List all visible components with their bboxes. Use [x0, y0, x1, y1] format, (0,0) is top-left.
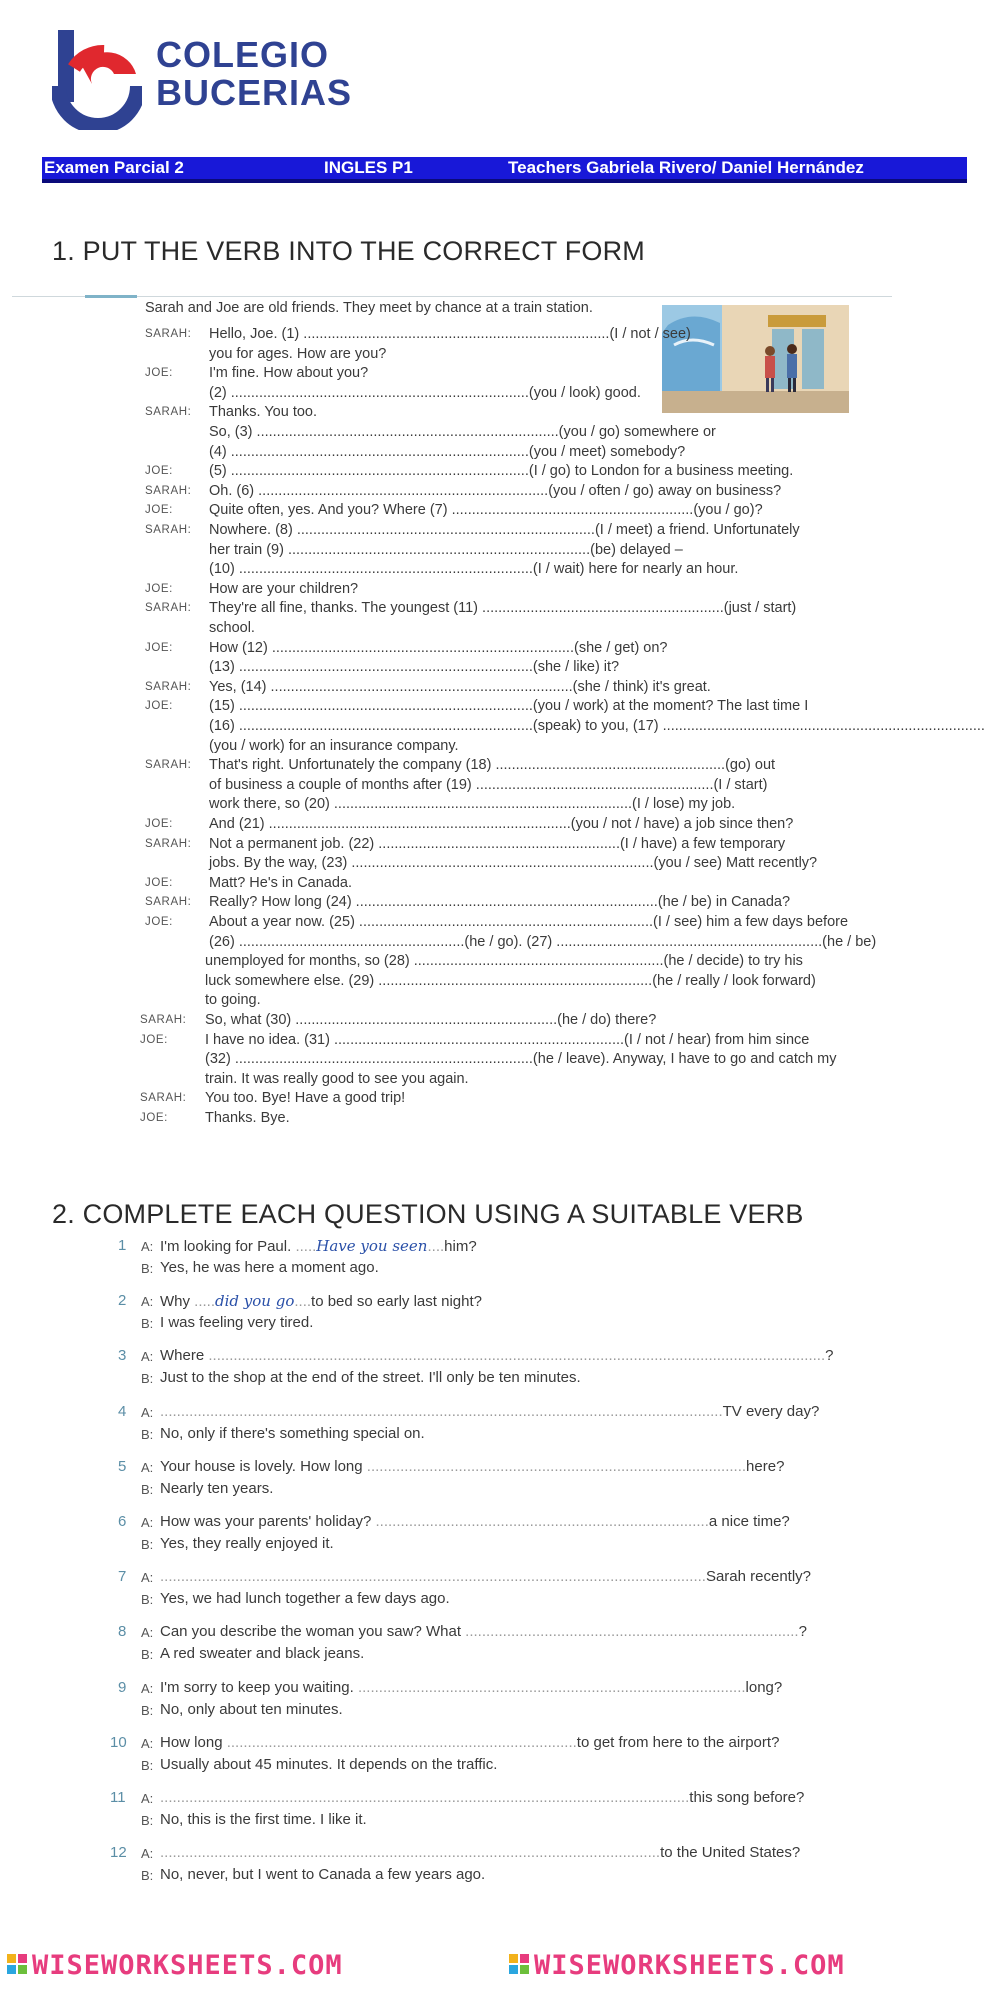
question-text [160, 1568, 811, 1585]
answer-text: No, this is the first time. I like it. [160, 1811, 367, 1828]
answer-text: A red sweater and black jeans. [160, 1645, 365, 1663]
question-number: 3 [118, 1347, 127, 1365]
school-logo [52, 26, 142, 130]
dialogue-text: (5) ..........................................................................(I / go) to London for a business meeting. [209, 463, 794, 480]
handwritten-answer: Have you seen [316, 1237, 428, 1255]
speaker-label: JOE: [145, 367, 173, 380]
answer-blank[interactable]: ................................................................................................................................... [160, 1568, 706, 1586]
dialogue-text: work there, so (20) ..........................................................................(I / lose) my job. [209, 796, 736, 813]
question-suffix: long? [745, 1678, 783, 1696]
question-number: 6 [118, 1513, 127, 1530]
question-suffix: ? [825, 1347, 834, 1365]
speaker-b-label: B: [141, 1757, 154, 1773]
speaker-label: JOE: [145, 641, 173, 654]
question-suffix: to get from here to the airport? [576, 1733, 780, 1751]
answer-text: Nearly ten years. [160, 1479, 274, 1497]
speaker-label: SARAH: [145, 602, 192, 615]
question-text [160, 1458, 784, 1475]
watermark-logo-icon [6, 1953, 28, 1975]
question-prefix: How was your parents' holiday? [160, 1513, 372, 1530]
speaker-label: JOE: [145, 876, 173, 889]
speaker-a-label: A: [141, 1349, 154, 1365]
school-name-line1: COLEGIO [156, 34, 330, 75]
question-text [160, 1403, 819, 1420]
speaker-a-label: A: [141, 1735, 154, 1751]
speaker-b-label: B: [141, 1426, 154, 1442]
speaker-a-label: A: [141, 1515, 154, 1530]
question-text [160, 1844, 800, 1861]
dialogue-text: jobs. By the way, (23) ...........................................................................(you / see) Matt recently? [209, 855, 818, 872]
section1-title: 1. PUT THE VERB INTO THE CORRECT FORM [52, 236, 645, 266]
question-prefix: Where [160, 1347, 205, 1365]
watermark-text: WISEWORKSHEETS.COM [32, 1950, 343, 1981]
question-suffix: a nice time? [708, 1513, 790, 1530]
speaker-label: SARAH: [140, 1014, 187, 1026]
question-number: 10 [110, 1733, 127, 1751]
dialogue-text: How (12) ...........................................................................(she / get) on? [209, 639, 668, 656]
question-number: 1 [118, 1237, 127, 1254]
question-prefix: Your house is lovely. How long [160, 1457, 363, 1475]
dialogue-text: So, what (30) .................................................................(he / do) there? [205, 1012, 657, 1028]
answer-text: No, only about ten minutes. [160, 1700, 343, 1718]
dialogue-text: Quite often, yes. And you? Where (7) ............................................................(you / go)? [209, 502, 763, 519]
dialogue-text: So, (3) ...........................................................................(you / go) somewhere or [209, 424, 716, 440]
question-prefix: Why [160, 1293, 190, 1311]
question-prefix: Can you describe the woman you saw? What [160, 1623, 461, 1641]
question-text [160, 1679, 782, 1696]
dialogue-text: Not a permanent job. (22) ............................................................(I / have) a few temporary [209, 835, 786, 852]
dialogue-text: (32) ..........................................................................(he / leave). Anyway, I have to go and catch my [205, 1051, 837, 1068]
speaker-b-label: B: [141, 1537, 154, 1552]
speaker-b-label: B: [141, 1813, 154, 1828]
answer-text: Yes, he was here a moment ago. [160, 1259, 379, 1276]
dialogue-text: (13) .........................................................................(she / like) it? [209, 659, 620, 676]
speaker-a-label: A: [141, 1459, 154, 1475]
dialogue-text: you for ages. How are you? [209, 345, 387, 362]
dialogue-text: Oh. (6) ........................................................................(you / often / go) away on business? [209, 482, 782, 499]
section1-intro: Sarah and Joe are old friends. They meet by chance at a train station. [145, 300, 593, 316]
question-text [160, 1513, 790, 1530]
speaker-b-label: B: [141, 1261, 154, 1276]
speaker-label: JOE: [145, 504, 173, 517]
question-suffix: here? [746, 1457, 785, 1475]
answer-text: I was feeling very tired. [160, 1314, 314, 1332]
dialogue-text: They're all fine, thanks. The youngest (11) ............................................................(just / start) [209, 600, 797, 617]
speaker-label: JOE: [145, 818, 173, 830]
speaker-b-label: B: [141, 1702, 154, 1718]
speaker-a-label: A: [141, 1680, 154, 1696]
question-suffix: to the United States? [660, 1844, 801, 1862]
dialogue-text: And (21) ...........................................................................(you / not / have) a job since then? [209, 816, 794, 832]
dialogue-text: Hello, Joe. (1) ............................................................................(I / not / see) [209, 326, 691, 342]
speaker-label: SARAH: [145, 680, 192, 693]
question-prefix: I'm sorry to keep you waiting. [160, 1678, 354, 1696]
answer-text: Yes, they really enjoyed it. [160, 1535, 334, 1552]
question-suffix: him? [444, 1238, 477, 1255]
question-number: 11 [110, 1789, 126, 1806]
question-number: 9 [118, 1678, 127, 1696]
question-text [160, 1789, 804, 1806]
answer-blank[interactable]: .................................................................................... [226, 1733, 577, 1751]
speaker-label: SARAH: [145, 406, 192, 419]
question-text [160, 1237, 477, 1255]
question-suffix: TV every day? [722, 1402, 820, 1420]
speaker-label: SARAH: [145, 837, 192, 850]
dialogue-text: unemployed for months, so (28) ..............................................................(he / decide) to try his [205, 953, 803, 970]
question-number: 5 [118, 1457, 127, 1475]
speaker-a-label: A: [141, 1791, 154, 1806]
question-text [160, 1347, 834, 1364]
answer-blank[interactable]: ........................................................................................................................ [160, 1844, 661, 1862]
dialogue-text: (10) .........................................................................(I / wait) here for nearly an hour. [209, 561, 739, 578]
answer-blank[interactable]: ............................................................................................................................... [160, 1789, 690, 1806]
answer-blank[interactable]: .....did you go.... [194, 1292, 312, 1311]
question-number: 12 [110, 1844, 127, 1862]
dialogue-text: (15) .........................................................................(you / work) at the moment? The last time I [209, 698, 809, 715]
speaker-b-label: B: [141, 1316, 154, 1332]
dialogue-text: luck somewhere else. (29) ....................................................................(he / really / look forward) [205, 972, 816, 989]
speaker-label: JOE: [145, 916, 173, 928]
dialogue-text: That's right. Unfortunately the company (18) .........................................................(go) out [209, 757, 776, 774]
speaker-label: JOE: [140, 1112, 168, 1124]
answer-text: Just to the shop at the end of the street. I'll only be ten minutes. [160, 1369, 581, 1387]
dialogue-text: Thanks. Bye. [205, 1110, 290, 1126]
dialogue-text: I'm fine. How about you? [209, 365, 369, 382]
speaker-b-label: B: [141, 1371, 154, 1387]
speaker-b-label: B: [141, 1647, 154, 1663]
question-text [160, 1623, 807, 1640]
speaker-label: JOE: [140, 1033, 168, 1046]
dialogue-text: (16) .........................................................................(speak) to you, (17) ................................................................................ [209, 718, 985, 734]
school-name [156, 36, 352, 112]
question-number: 2 [118, 1292, 127, 1310]
dialogue-text: school. [209, 620, 255, 636]
answer-blank[interactable]: .................................................................................................................................................... [208, 1347, 826, 1365]
section1-rule [12, 296, 892, 297]
subject-label: INGLES P1 [324, 158, 413, 177]
dialogue-text: of business a couple of months after (19) ...........................................................(I / start) [209, 776, 768, 793]
dialogue-text: to going. [205, 992, 261, 1009]
dialogue-text: Matt? He's in Canada. [209, 874, 353, 891]
dialogue-text: (4) ..........................................................................(you / meet) somebody? [209, 443, 686, 460]
speaker-label: JOE: [145, 582, 173, 595]
question-text [160, 1292, 482, 1310]
handwritten-answer: did you go [215, 1292, 295, 1311]
dialogue-text: (26) ........................................................(he / go). (27) ..................................................................(he / be) [209, 933, 877, 950]
question-text [160, 1734, 779, 1751]
section1-rule-accent [85, 295, 137, 298]
speaker-label: JOE: [145, 465, 173, 478]
speaker-b-label: B: [141, 1868, 154, 1884]
train-station-illustration [662, 305, 849, 413]
question-number: 8 [118, 1623, 127, 1641]
watermark-text: WISEWORKSHEETS.COM [534, 1950, 845, 1981]
watermark-footer [0, 1947, 1000, 1981]
dialogue-text: Yes, (14) ...........................................................................(she / think) it's great. [209, 678, 711, 695]
section2-title: 2. COMPLETE EACH QUESTION USING A SUITABLE VERB [52, 1199, 804, 1229]
answer-text: Yes, we had lunch together a few days ago. [160, 1590, 450, 1608]
speaker-a-label: A: [141, 1570, 154, 1586]
answer-blank[interactable]: ............................................................................................. [357, 1678, 746, 1696]
watermark-logo-icon [508, 1953, 530, 1975]
speaker-label: SARAH: [145, 328, 192, 340]
question-prefix: How long [160, 1733, 223, 1751]
question-number: 7 [118, 1568, 127, 1586]
dialogue-text: Nowhere. (8) ..........................................................................(I / meet) a friend. Unfortunately [209, 522, 800, 538]
dialogue-text: (you / work) for an insurance company. [209, 737, 459, 754]
answer-blank[interactable]: .....Have you seen.... [295, 1237, 445, 1255]
dialogue-text: her train (9) ...........................................................................(be) delayed – [209, 541, 683, 558]
question-number: 4 [118, 1402, 127, 1420]
speaker-label: SARAH: [145, 896, 192, 909]
speaker-a-label: A: [141, 1846, 154, 1862]
question-suffix: Sarah recently? [705, 1568, 812, 1586]
question-suffix: to bed so early last night? [311, 1293, 482, 1311]
answer-text: Usually about 45 minutes. It depends on the traffic. [160, 1755, 498, 1773]
dialogue-text: train. It was really good to see you again. [205, 1070, 469, 1087]
dialogue-text: You too. Bye! Have a good trip! [205, 1090, 406, 1107]
speaker-label: SARAH: [145, 484, 192, 497]
speaker-a-label: A: [141, 1404, 154, 1420]
answer-blank[interactable]: ................................................................................ [375, 1513, 709, 1530]
dialogue-text: Thanks. You too. [209, 404, 318, 421]
question-suffix: ? [798, 1623, 807, 1641]
speaker-a-label: A: [141, 1239, 154, 1254]
answer-blank[interactable]: ........................................................................................... [366, 1457, 747, 1475]
exam-banner [42, 157, 967, 183]
exam-label: Examen Parcial 2 [44, 158, 184, 177]
speaker-label: SARAH: [145, 524, 192, 536]
dialogue-text: (2) ..........................................................................(you / look) good. [209, 384, 641, 401]
speaker-a-label: A: [141, 1625, 154, 1641]
answer-text: No, only if there's something special on. [160, 1424, 425, 1442]
question-prefix: I'm looking for Paul. [160, 1238, 292, 1255]
speaker-label: SARAH: [145, 759, 192, 772]
speaker-b-label: B: [141, 1481, 154, 1497]
answer-text: No, never, but I went to Canada a few years ago. [160, 1866, 486, 1884]
dialogue-text: I have no idea. (31) ........................................................................(I / not / hear) from him since [205, 1031, 810, 1048]
school-name-line2: BUCERIAS [156, 72, 353, 113]
speaker-a-label: A: [141, 1294, 154, 1310]
answer-blank[interactable]: ................................................................................ [465, 1623, 799, 1641]
dialogue-text: Really? How long (24) ...........................................................................(he / be) in Canada? [209, 894, 791, 911]
speaker-b-label: B: [141, 1592, 154, 1608]
dialogue-text: About a year now. (25) .........................................................................(I / see) him a few days before [209, 914, 849, 930]
dialogue-text: How are your children? [209, 580, 359, 597]
answer-blank[interactable]: ....................................................................................................................................... [160, 1402, 723, 1420]
speaker-label: SARAH: [140, 1092, 187, 1105]
speaker-label: JOE: [145, 700, 173, 713]
question-suffix: this song before? [689, 1789, 805, 1806]
teachers-label: Teachers Gabriela Rivero/ Daniel Hernández [508, 158, 864, 177]
